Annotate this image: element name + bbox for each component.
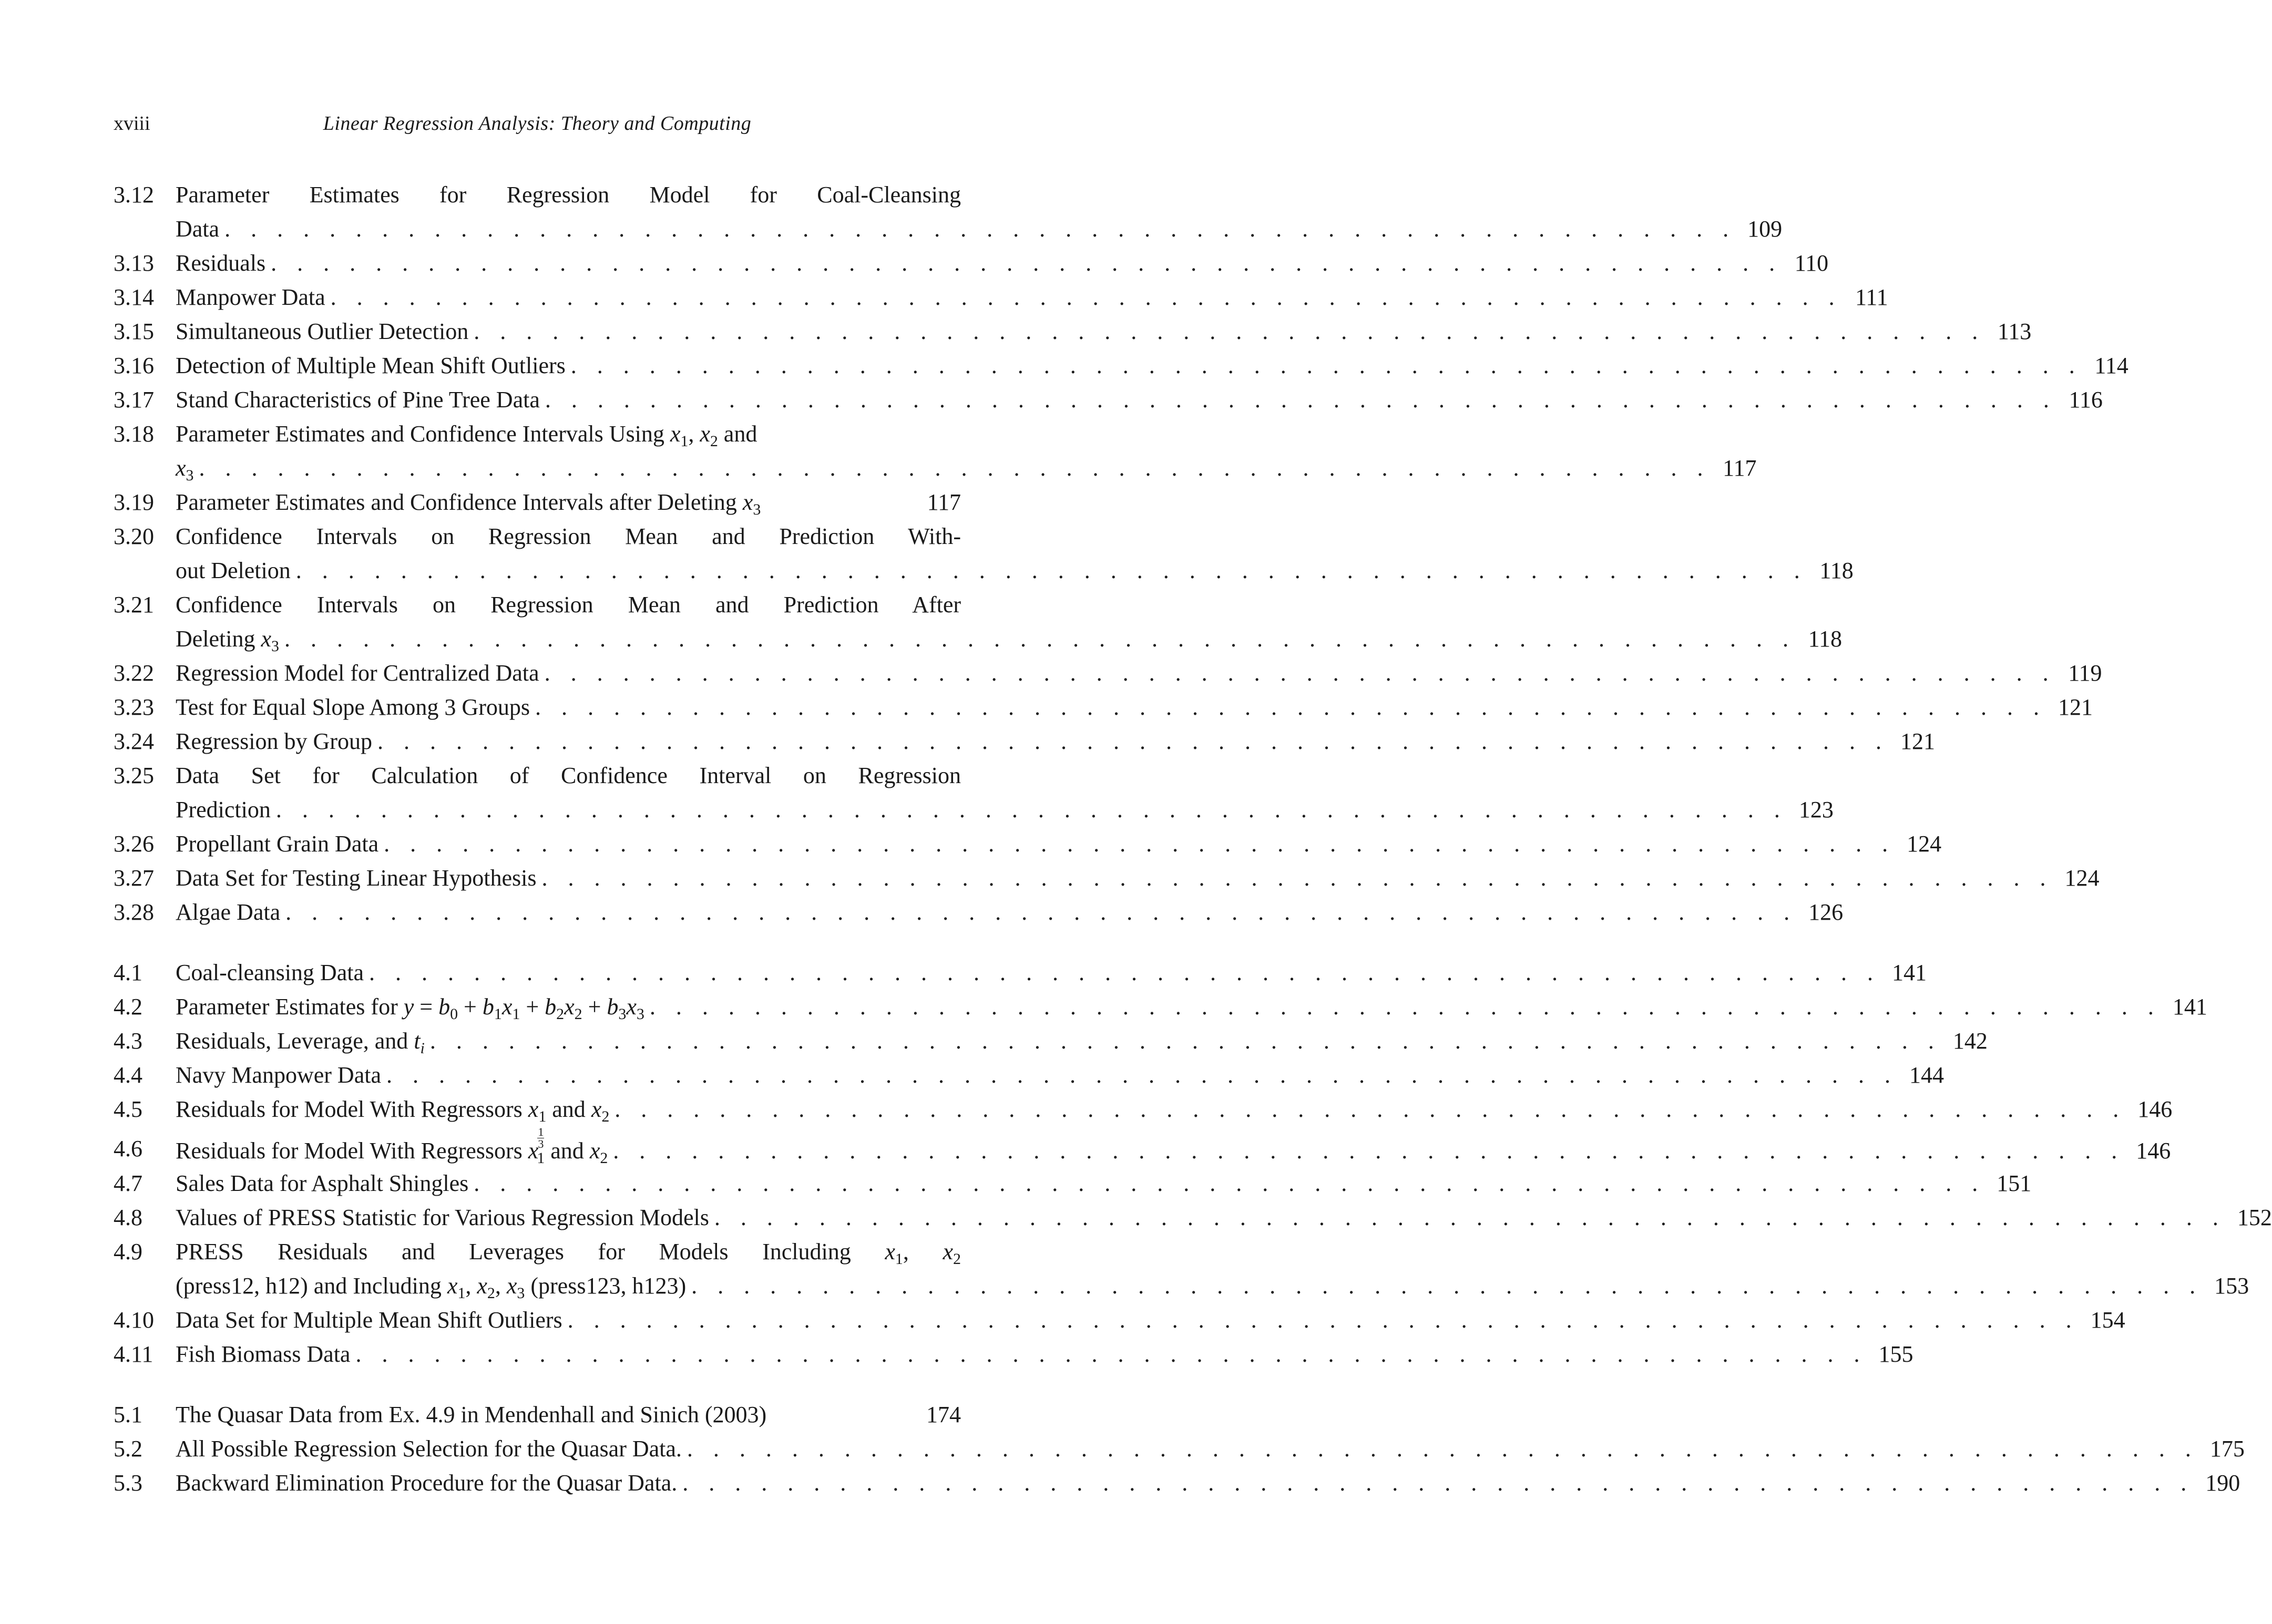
entry-number: 4.4 — [114, 1062, 142, 1088]
entry-number: 3.15 — [114, 318, 154, 344]
dot-leader: . . . . . . . . . . . . . . . . . . . . . . . . . . . . . . . . . . . . . . . . . . . . . . . . . . . . . . . . . . — [535, 694, 2046, 720]
entry-page: 153 — [2214, 1273, 2249, 1299]
entry-title-line1: Parameter Estimates for Regression Model for Coal-Cleansing — [176, 182, 961, 208]
dot-leader: . . . . . . . . . . . . . . . . . . . . . . . . . . . . . . . . . . . . . . . . . . . . . . . . . . . . . . . . . . — [199, 455, 1711, 481]
toc-group-chapter-5 — [114, 1397, 2245, 1500]
entry-number: 3.20 — [114, 523, 154, 549]
dot-leader: . . . . . . . . . . . . . . . . . . . . . . . . . . . . . . . . . . . . . . . . . . . . . . . . . . . . . . . . . . — [714, 1205, 2226, 1230]
entry-page: 110 — [1794, 250, 1829, 276]
entry-number: 3.18 — [114, 421, 154, 447]
entry-title-line1: Parameter Estimates and Confidence Intervals Using $x_1$, $x_2$ and — [176, 421, 758, 450]
entry-number: 4.1 — [114, 960, 142, 985]
entry-title-line1: Confidence Intervals on Regression Mean and Prediction After — [176, 592, 961, 618]
entry-page: 113 — [1997, 318, 2032, 344]
toc-entry-3-18-cont — [114, 451, 1757, 485]
entry-page: 154 — [2090, 1307, 2125, 1333]
dot-leader: . . . . . . . . . . . . . . . . . . . . . . . . . . . . . . . . . . . . . . . . . . . . . . . . . . . . . . . . . . — [386, 1062, 1898, 1088]
entry-number: 3.24 — [114, 728, 154, 754]
toc-entry-4-10 — [114, 1303, 2125, 1337]
entry-page: 124 — [1907, 831, 1942, 857]
entry-title: Residuals for Model With Regressors $x_1$ and $x_2$ — [176, 1096, 610, 1125]
toc-entry-4-3 — [114, 1024, 1988, 1058]
entry-page: 121 — [1900, 728, 1935, 754]
entry-title: Regression Model for Centralized Data — [176, 660, 539, 686]
entry-page: 141 — [1891, 960, 1927, 985]
entry-title: Data Set for Testing Linear Hypothesis — [176, 865, 537, 891]
entry-page: 117 — [927, 489, 961, 515]
exponent-fraction: $\frac{1}{3}$ — [538, 1125, 544, 1150]
entry-page: 190 — [2205, 1470, 2240, 1496]
entry-number: 5.1 — [114, 1402, 142, 1427]
dot-leader: . . . . . . . . . . . . . . . . . . . . . . . . . . . . . . . . . . . . . . . . . . . . . . . . . . . . . . . . . . — [377, 728, 1889, 754]
list-of-tables — [114, 178, 2272, 1500]
toc-entry-4-11 — [114, 1337, 1913, 1371]
entry-title: Sales Data for Asphalt Shingles — [176, 1170, 469, 1196]
entry-page: 174 — [926, 1402, 961, 1427]
entry-page: 119 — [2068, 660, 2102, 686]
toc-entry-3-17 — [114, 383, 2103, 417]
toc-entry-3-19 — [114, 485, 961, 519]
running-head — [114, 110, 961, 137]
dot-leader: . . . . . . . . . . . . . . . . . . . . . . . . . . . . . . . . . . . . . . . . . . . . . . . . . . . . . . . . . . — [691, 1273, 2203, 1299]
entry-title: Simultaneous Outlier Detection — [176, 318, 469, 344]
entry-number: 4.9 — [114, 1239, 142, 1265]
entry-title: Backward Elimination Procedure for the Quasar Data. — [176, 1470, 678, 1496]
entry-page: 142 — [1952, 1028, 1988, 1054]
entry-title-line1: PRESS Residuals and Leverages for Models Including $x_1$, $x_2$ — [176, 1239, 961, 1268]
entry-number: 3.26 — [114, 831, 154, 857]
entry-number: 3.12 — [114, 182, 154, 208]
toc-entry-3-23 — [114, 690, 2093, 724]
dot-leader: . . . . . . . . . . . . . . . . . . . . . . . . . . . . . . . . . . . . . . . . . . . . . . . . . . . . . . . . . . — [369, 960, 1880, 985]
entry-title: Test for Equal Slope Among 3 Groups — [176, 694, 530, 720]
entry-title-line1: Data Set for Calculation of Confidence Interval on Regression — [176, 763, 961, 788]
entry-title: Parameter Estimates and Confidence Intervals after Deleting $x_3$ — [176, 489, 761, 518]
toc-group-chapter-3 — [114, 178, 2128, 929]
entry-number: 4.2 — [114, 994, 142, 1020]
entry-page: 121 — [2058, 694, 2093, 720]
entry-title: Residuals, Leverage, and $t_i$ — [176, 1028, 425, 1057]
entry-page: 146 — [2136, 1137, 2171, 1164]
dot-leader: . . . . . . . . . . . . . . . . . . . . . . . . . . . . . . . . . . . . . . . . . . . . . . . . . . . . . . . . . . — [429, 1028, 1941, 1054]
entry-number: 3.16 — [114, 353, 154, 378]
dot-leader: . . . . . . . . . . . . . . . . . . . . . . . . . . . . . . . . . . . . . . . . . . . . . . . . . . . . . . . . . . — [474, 1170, 1986, 1196]
entry-number: 3.19 — [114, 489, 154, 515]
entry-title: Values of PRESS Statistic for Various Regression Models — [176, 1205, 709, 1230]
toc-entry-5-3 — [114, 1466, 2240, 1500]
entry-number: 4.10 — [114, 1307, 154, 1333]
entry-title: Detection of Multiple Mean Shift Outliers — [176, 353, 566, 378]
entry-title-line2: Data — [176, 216, 220, 242]
dot-leader: . . . . . . . . . . . . . . . . . . . . . . . . . . . . . . . . . . . . . . . . . . . . . . . . . . . . . . . . . . — [545, 387, 2056, 413]
dot-leader: . . . . . . . . . . . . . . . . . . . . . . . . . . . . . . . . . . . . . . . . . . . . . . . . . . . . . . . . . . — [285, 899, 1797, 925]
entry-number: 4.7 — [114, 1170, 142, 1196]
entry-title: Residuals — [176, 250, 266, 276]
page-number: xviii — [114, 112, 150, 135]
entry-title-line2: out Deletion — [176, 558, 291, 583]
toc-entry-3-21 — [114, 588, 961, 622]
entry-page: 126 — [1808, 899, 1844, 925]
entry-page: 146 — [2137, 1096, 2173, 1122]
dot-leader: . . . . . . . . . . . . . . . . . . . . . . . . . . . . . . . . . . . . . . . . . . . . . . . . . . . . . . . . . . — [224, 216, 1736, 242]
dot-leader: . . . . . . . . . . . . . . . . . . . . . . . . . . . . . . . . . . . . . . . . . . . . . . . . . . . . . . . . . . — [615, 1096, 2126, 1122]
entry-page: 152 — [2237, 1205, 2272, 1230]
entry-number: 3.14 — [114, 284, 154, 310]
entry-page: 144 — [1909, 1062, 1944, 1088]
entry-title-line2: $x_3$ — [176, 455, 194, 484]
entry-number: 3.25 — [114, 763, 154, 788]
dot-leader: . . . . . . . . . . . . . . . . . . . . . . . . . . . . . . . . . . . . . . . . . . . . . . . . . . . . . . . . . . — [275, 797, 1787, 823]
entry-page: 123 — [1798, 797, 1834, 823]
entry-title-line1: Confidence Intervals on Regression Mean and Prediction With- — [176, 523, 961, 549]
dot-leader: . . . . . . . . . . . . . . . . . . . . . . . . . . . . . . . . . . . . . . . . . . . . . . . . . . . . . . . . . . — [271, 250, 1783, 276]
dot-leader: . . . . . . . . . . . . . . . . . . . . . . . . . . . . . . . . . . . . . . . . . . . . . . . . . . . . . . . . . . — [567, 1307, 2079, 1333]
entry-title: Coal-cleansing Data — [176, 960, 364, 985]
toc-entry-4-7 — [114, 1166, 2032, 1200]
entry-page: 141 — [2172, 994, 2207, 1020]
entry-page: 118 — [1819, 558, 1854, 583]
toc-entry-3-18 — [114, 417, 961, 451]
dot-leader: . . . . . . . . . . . . . . . . . . . . . . . . . . . . . . . . . . . . . . . . . . . . . . . . . . . . . . . . . . — [474, 318, 1986, 344]
dot-leader: . . . . . . . . . . . . . . . . . . . . . . . . . . . . . . . . . . . . . . . . . . . . . . . . . . . . . . . . . . — [330, 284, 1842, 310]
entry-title: Residuals for Model With Regressors x $\frac{1}{3}$ $_1$ and $x_2$ — [176, 1125, 608, 1167]
entry-title: Manpower Data — [176, 284, 325, 310]
entry-page: 109 — [1747, 216, 1783, 242]
entry-page: 111 — [1855, 284, 1888, 310]
toc-entry-4-5 — [114, 1092, 2173, 1126]
entry-page: 116 — [2069, 387, 2103, 413]
toc-entry-3-26 — [114, 827, 1942, 861]
entry-title: Regression by Group — [176, 728, 372, 754]
dot-leader: . . . . . . . . . . . . . . . . . . . . . . . . . . . . . . . . . . . . . . . . . . . . . . . . . . . . . . . . . . — [544, 660, 2056, 686]
entry-title: Data Set for Multiple Mean Shift Outliers — [176, 1307, 562, 1333]
toc-entry-3-13 — [114, 246, 1829, 280]
dot-leader: . . . . . . . . . . . . . . . . . . . . . . . . . . . . . . . . . . . . . . . . . . . . . . . . . . . . . . . . . . — [355, 1341, 1867, 1367]
toc-entry-3-12 — [114, 178, 961, 212]
toc-entry-4-1 — [114, 955, 1927, 990]
entry-number: 3.28 — [114, 899, 154, 925]
entry-title: Stand Characteristics of Pine Tree Data — [176, 387, 540, 413]
toc-entry-3-12-cont — [114, 212, 1783, 246]
toc-entry-5-1 — [114, 1397, 961, 1432]
entry-number: 4.3 — [114, 1028, 142, 1054]
dot-leader: . . . . . . . . . . . . . . . . . . . . . . . . . . . . . . . . . . . . . . . . . . . . . . . . . . . . . . . . . . — [570, 353, 2082, 378]
toc-group-chapter-4 — [114, 955, 2272, 1371]
entry-page: 124 — [2064, 865, 2100, 891]
toc-entry-4-9-cont — [114, 1269, 2249, 1303]
entry-title: Fish Biomass Data — [176, 1341, 351, 1367]
entry-title: Navy Manpower Data — [176, 1062, 381, 1088]
toc-entry-3-24 — [114, 724, 1935, 758]
toc-entry-3-25-cont — [114, 793, 1834, 827]
book-title: Linear Regression Analysis: Theory and Computing — [323, 112, 752, 135]
entry-page: 114 — [2094, 353, 2128, 378]
entry-number: 3.21 — [114, 592, 154, 618]
toc-entry-3-20-cont — [114, 553, 1854, 588]
dot-leader: . . . . . . . . . . . . . . . . . . . . . . . . . . . . . . . . . . . . . . . . . . . . . . . . . . . . . . . . . . — [682, 1470, 2194, 1496]
entry-number: 3.17 — [114, 387, 154, 413]
toc-entry-4-9 — [114, 1235, 961, 1269]
toc-entry-4-2 — [114, 990, 2207, 1024]
toc-entry-3-25 — [114, 758, 961, 793]
toc-entry-4-8 — [114, 1200, 2272, 1235]
entry-title: Parameter Estimates for $y = b_0 + b_1x_1 + b_2x_2 + b_3x_3$ — [176, 994, 644, 1023]
entry-number: 4.8 — [114, 1205, 142, 1230]
entry-number: 3.27 — [114, 865, 154, 891]
toc-entry-4-6 — [114, 1125, 2171, 1167]
entry-title-line2: Deleting $x_3$ — [176, 626, 279, 655]
entry-page: 175 — [2209, 1436, 2245, 1462]
toc-entry-3-20 — [114, 519, 961, 553]
entry-number: 4.11 — [114, 1341, 153, 1367]
entry-title: The Quasar Data from Ex. 4.9 in Mendenhall and Sinich (2003) — [176, 1402, 767, 1427]
dot-leader: . . . . . . . . . . . . . . . . . . . . . . . . . . . . . . . . . . . . . . . . . . . . . . . . . . . . . . . . . . — [295, 558, 1807, 583]
entry-number: 5.2 — [114, 1436, 142, 1462]
dot-leader: . . . . . . . . . . . . . . . . . . . . . . . . . . . . . . . . . . . . . . . . . . . . . . . . . . . . . . . . . . — [613, 1137, 2125, 1164]
entry-number: 3.23 — [114, 694, 154, 720]
entry-page: 118 — [1808, 626, 1842, 652]
dot-leader: . . . . . . . . . . . . . . . . . . . . . . . . . . . . . . . . . . . . . . . . . . . . . . . . . . . . . . . . . . — [687, 1436, 2198, 1462]
entry-page: 117 — [1723, 455, 1757, 481]
entry-number: 5.3 — [114, 1470, 142, 1496]
toc-entry-3-15 — [114, 314, 2032, 348]
entry-title: All Possible Regression Selection for the Quasar Data. — [176, 1436, 682, 1462]
entry-page: 151 — [1997, 1170, 2032, 1196]
entry-title-line2: (press12, h12) and Including $x_1$, $x_2$, $x_3$ (press123, h123) — [176, 1273, 687, 1302]
toc-entry-3-27 — [114, 861, 2100, 895]
toc-entry-3-14 — [114, 280, 1888, 314]
entry-number: 3.22 — [114, 660, 154, 686]
toc-entry-3-16 — [114, 348, 2128, 383]
entry-title: Algae Data — [176, 899, 281, 925]
dot-leader: . . . . . . . . . . . . . . . . . . . . . . . . . . . . . . . . . . . . . . . . . . . . . . . . . . . . . . . . . . — [384, 831, 1896, 857]
entry-number: 4.5 — [114, 1096, 142, 1122]
entry-page: 155 — [1878, 1341, 1913, 1367]
entry-title-line2: Prediction — [176, 797, 271, 823]
dot-leader: . . . . . . . . . . . . . . . . . . . . . . . . . . . . . . . . . . . . . . . . . . . . . . . . . . . . . . . . . . — [284, 626, 1796, 652]
entry-number: 3.13 — [114, 250, 154, 276]
toc-entry-3-22 — [114, 656, 2102, 690]
toc-entry-5-2 — [114, 1432, 2245, 1466]
entry-number: 4.6 — [114, 1136, 142, 1162]
dot-leader: . . . . . . . . . . . . . . . . . . . . . . . . . . . . . . . . . . . . . . . . . . . . . . . . . . . . . . . . . . — [541, 865, 2053, 891]
toc-entry-4-4 — [114, 1058, 1944, 1092]
toc-entry-3-28 — [114, 895, 1844, 929]
toc-entry-3-21-cont — [114, 622, 1842, 656]
dot-leader: . . . . . . . . . . . . . . . . . . . . . . . . . . . . . . . . . . . . . . . . . . . . . . . . . . . . . . . . . . — [649, 994, 2161, 1020]
entry-title: Propellant Grain Data — [176, 831, 379, 857]
